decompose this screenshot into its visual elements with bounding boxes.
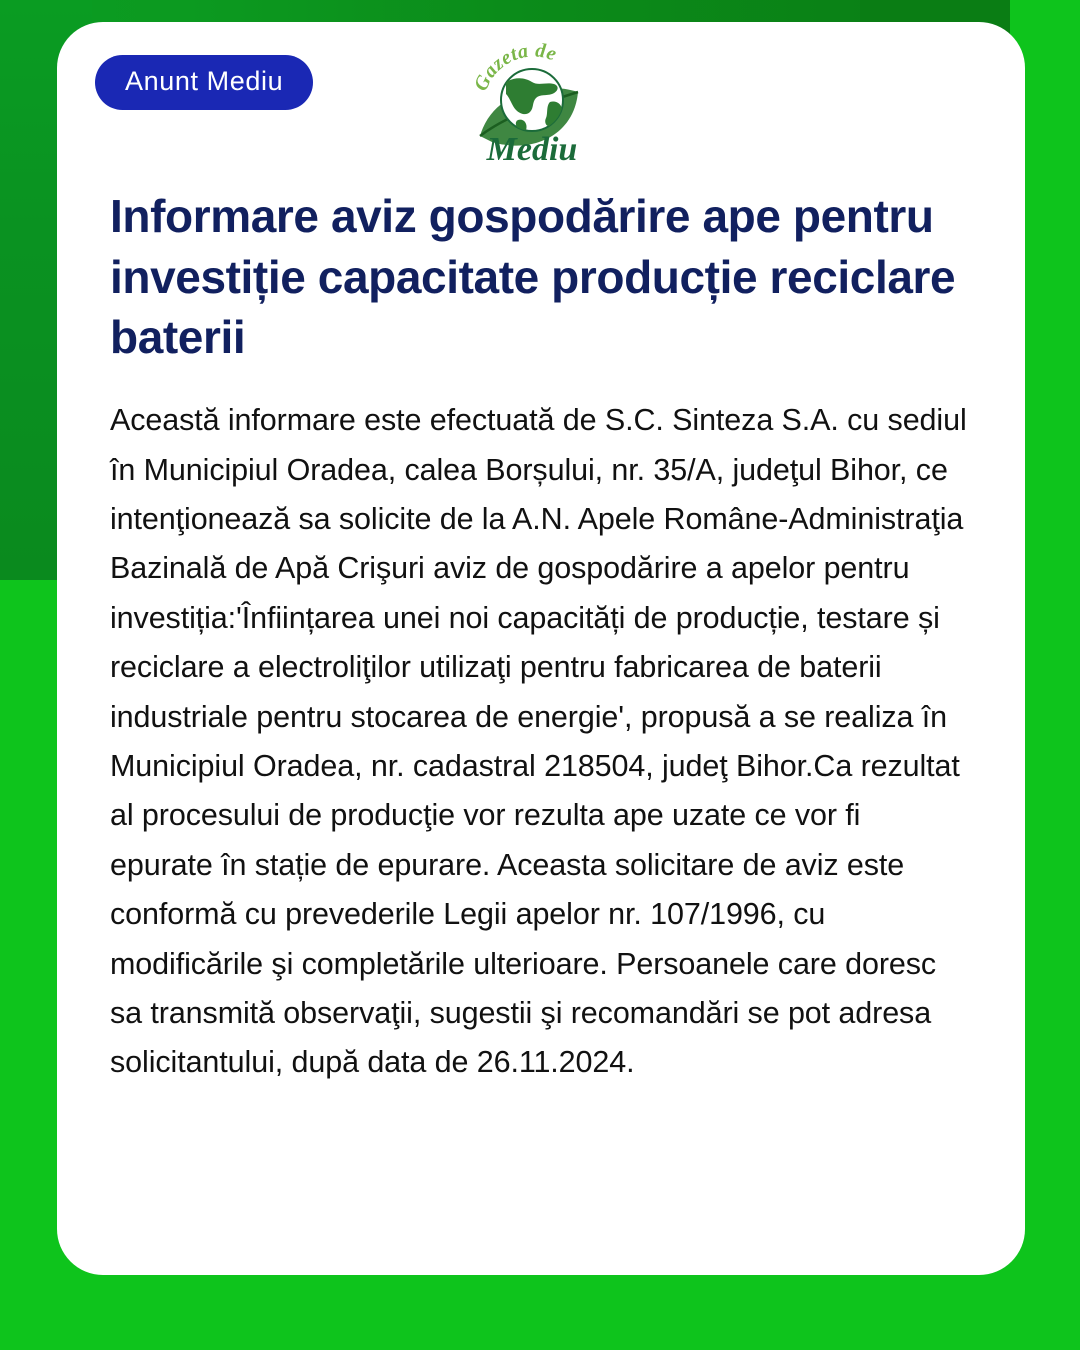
- page-title: Informare aviz gospodărire ape pentru investiție capacitate producție reciclare baterii: [110, 190, 956, 364]
- svg-text:Mediu: Mediu: [486, 131, 578, 168]
- announcement-card: [57, 22, 1025, 1275]
- svg-text:Gazeta de: Gazeta de: [469, 39, 560, 95]
- card-header: [57, 22, 1025, 168]
- announcement-body: Această informare este efectuată de S.C. Sinteza S.A. cu sediul în Municipiul Oradea, calea Borșului, nr. 35/A, judeţul Bihor, ce intenţionează sa solicite de la A.N. Apele Române-Administraţia Bazinală de Apă Crişuri aviz de gospodărire a apelor pentru investiția:'Înființarea unei noi capacități de producție, testare și reciclare a electroliţilor utilizaţi pentru fabricarea de baterii industriale pentru stocarea de energie', propusă a se realiza în Municipiul Oradea, nr. cadastral 218504, judeţ Bihor.Ca rezultat al procesului de producţie vor rezulta ape uzate ce vor fi epurate în stație de epurare. Aceasta solicitare de aviz este conformă cu prevederile Legii apelor nr. 107/1996, cu modificările şi completările ulterioare. Persoanele care doresc sa transmită observaţii, sugestii şi recomandări se pot adresa solicitantului, după data de 26.11.2024.: [110, 403, 967, 1080]
- gazeta-de-mediu-logo: [462, 32, 602, 172]
- category-badge[interactable]: Anunt Mediu: [95, 55, 313, 110]
